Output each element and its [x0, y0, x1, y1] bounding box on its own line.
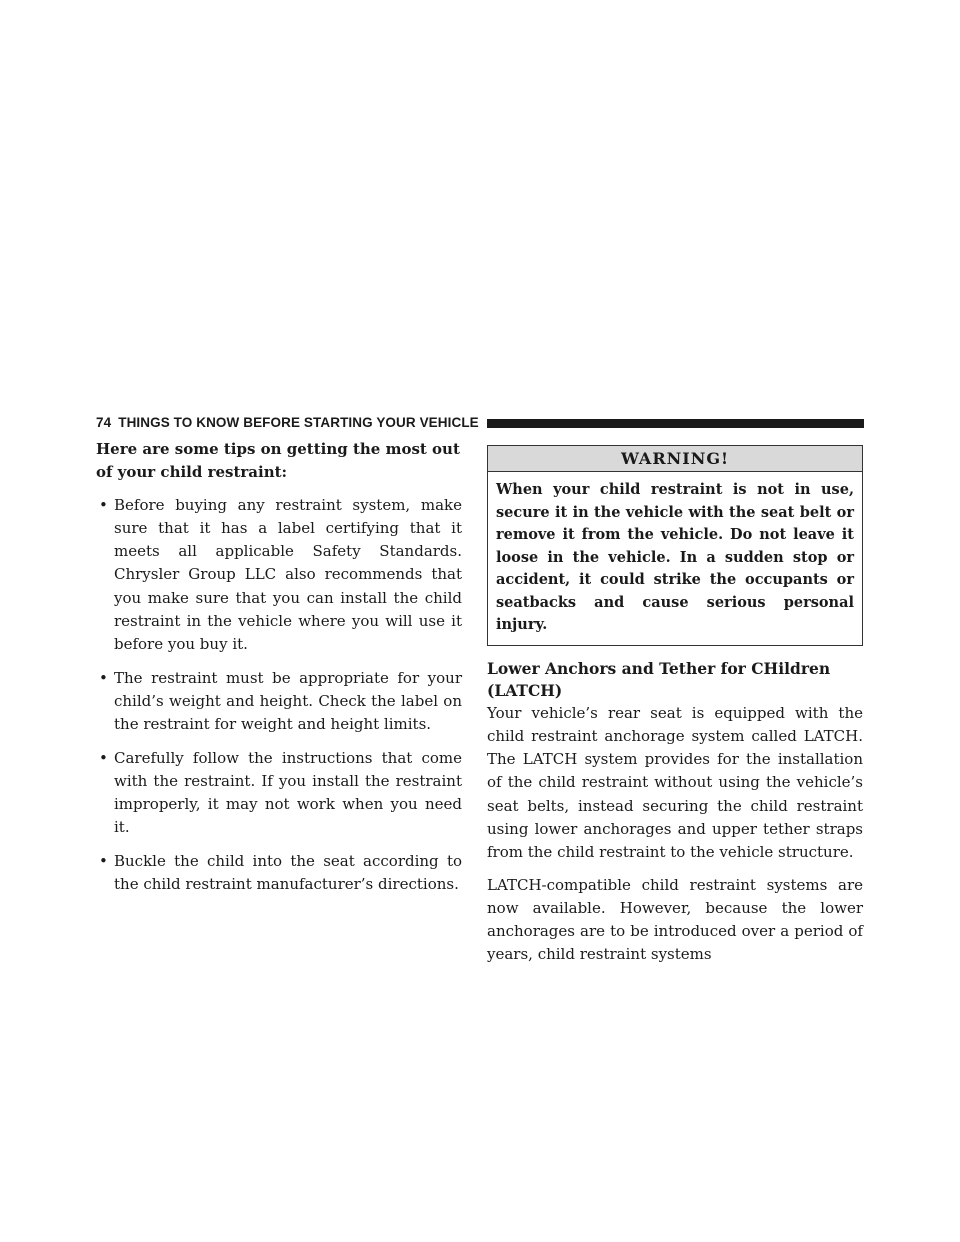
- bullet-icon: •: [99, 495, 108, 514]
- latch-paragraph: LATCH-compatible child restraint systems are now available. However, because the lower anchorages are to be introduced over a period of years, child restraint systems: [487, 875, 863, 964]
- list-item: [96, 667, 462, 737]
- warning-title: WARNING!: [488, 446, 862, 472]
- page-header: [96, 416, 864, 430]
- section-title: THINGS TO KNOW BEFORE STARTING YOUR VEHICLE: [118, 415, 479, 430]
- bullet-icon: •: [99, 851, 108, 870]
- right-column: [487, 445, 863, 967]
- tip-text: Carefully follow the instructions that come with the restraint. If you install the restraint improperly, it may not work when you need it.: [114, 748, 462, 837]
- bullet-icon: •: [99, 748, 108, 767]
- tip-text: The restraint must be appropriate for your child’s weight and height. Check the label on the restraint for weight and height limits.: [114, 668, 462, 734]
- list-item: [96, 850, 462, 897]
- latch-heading: Lower Anchors and Tether for CHildren (LATCH): [487, 658, 831, 700]
- bullet-icon: •: [99, 668, 108, 687]
- list-item: [96, 747, 462, 840]
- tip-text: Before buying any restraint system, make sure that it has a label certifying that it meets all applicable Safety Standards. Chrysler Group LLC also recommends that you make sure that you can install the child restraint in the vehicle where you will use it before you buy it.: [114, 495, 462, 654]
- left-column: [96, 438, 462, 906]
- tips-list: [96, 494, 462, 897]
- header-rule: [487, 419, 864, 428]
- warning-box: [487, 445, 863, 646]
- warning-body: When your child restraint is not in use, secure it in the vehicle with the seat belt or remove it from the vehicle. Do not leave it loose in the vehicle. In a sudden stop or accident, it could strike the occupants or seatbacks and cause serious personal injury.: [496, 481, 854, 633]
- list-item: [96, 494, 462, 657]
- latch-paragraph: Your vehicle’s rear seat is equipped with the child restraint anchorage system called LATCH. The LATCH system provides for the installation of the child restraint without using the vehicle’s seat belts, instead securing the child restraint using lower anchorages and upper tether straps from the child restraint to the vehicle structure.: [487, 703, 863, 862]
- tips-intro: Here are some tips on getting the most out of your child restraint:: [96, 440, 460, 482]
- tip-text: Buckle the child into the seat according to the child restraint manufacturer’s directions.: [114, 851, 462, 894]
- page-number: 74: [96, 415, 112, 430]
